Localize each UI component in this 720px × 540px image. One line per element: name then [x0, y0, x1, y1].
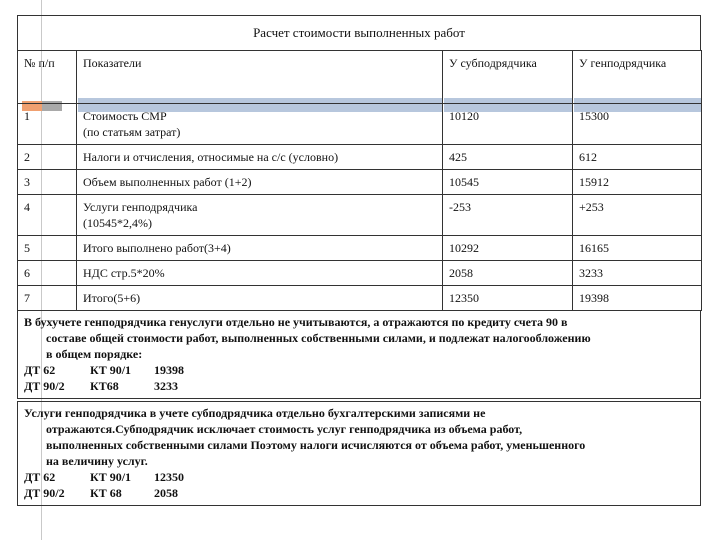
subcontractor-value: 10292	[443, 236, 573, 261]
journal-entry	[24, 362, 694, 378]
row-label: Итого выполнено работ(3+4)	[77, 236, 443, 261]
entry-credit: КТ 90/1	[90, 470, 132, 484]
table-header-row	[18, 51, 702, 104]
entry-amount: 12350	[154, 470, 184, 484]
entry-credit: КТ 90/1	[90, 363, 132, 377]
row-label: Налоги и отчисления, относимые на с/с (условно)	[77, 145, 443, 170]
entry-amount: 3233	[154, 379, 178, 393]
entry-debit: ДТ 90/2	[24, 486, 65, 500]
note-subcontractor	[17, 401, 701, 506]
general-contractor-value: 19398	[573, 286, 702, 311]
journal-entry	[24, 485, 694, 501]
subcontractor-value: 10120	[443, 104, 573, 145]
row-number: 2	[18, 145, 77, 170]
table-row	[18, 145, 702, 170]
general-contractor-value: +253	[573, 195, 702, 236]
subcontractor-value: 425	[443, 145, 573, 170]
header-number: № п/п	[18, 51, 77, 104]
note-line: составе общей стоимости работ, выполненных собственными силами, и подлежат налогообложению	[46, 331, 591, 345]
journal-entry	[24, 378, 694, 394]
table-row	[18, 195, 702, 236]
table-row	[18, 261, 702, 286]
row-label: НДС стр.5*20%	[77, 261, 443, 286]
header-indicators: Показатели	[77, 51, 443, 104]
row-label-line: (10545*2,4%)	[83, 216, 152, 230]
general-contractor-value: 612	[573, 145, 702, 170]
row-label	[77, 104, 443, 145]
entry-debit: ДТ 62	[24, 470, 56, 484]
subcontractor-value: -253	[443, 195, 573, 236]
subcontractor-value: 12350	[443, 286, 573, 311]
row-number: 7	[18, 286, 77, 311]
subcontractor-value: 10545	[443, 170, 573, 195]
journal-entry	[24, 469, 694, 485]
table-row	[18, 286, 702, 311]
row-label-line: Стоимость СМР	[83, 109, 167, 123]
row-label-line: (по статьям затрат)	[83, 125, 181, 139]
calculation-sheet	[17, 15, 701, 506]
table-title: Расчет стоимости выполненных работ	[17, 15, 701, 50]
row-label-line: Услуги генподрядчика	[83, 200, 198, 214]
entry-amount: 19398	[154, 363, 184, 377]
row-label	[77, 195, 443, 236]
row-number: 6	[18, 261, 77, 286]
table-row	[18, 236, 702, 261]
note-line: на величину услуг.	[46, 454, 148, 468]
entry-amount: 2058	[154, 486, 178, 500]
note-general-contractor	[17, 311, 701, 399]
row-label: Объем выполненных работ (1+2)	[77, 170, 443, 195]
general-contractor-value: 16165	[573, 236, 702, 261]
note-line: В бухучете генподрядчика генуслуги отдельно не учитываются, а отражаются по кредиту счета 90 в	[24, 315, 568, 329]
subcontractor-value: 2058	[443, 261, 573, 286]
general-contractor-value: 15300	[573, 104, 702, 145]
row-number: 4	[18, 195, 77, 236]
row-label: Итого(5+6)	[77, 286, 443, 311]
row-number: 3	[18, 170, 77, 195]
note-line: отражаются.Субподрядчик исключает стоимость услуг генподрядчика из объема работ,	[46, 422, 523, 436]
entry-debit: ДТ 62	[24, 363, 56, 377]
entry-credit: КТ 68	[90, 486, 122, 500]
note-line: выполненных собственными силами Поэтому налоги исчисляются от объема работ, уменьшенного	[46, 438, 586, 452]
row-number: 5	[18, 236, 77, 261]
entry-credit: КТ68	[90, 379, 119, 393]
general-contractor-value: 3233	[573, 261, 702, 286]
header-general-contractor: У генподрядчика	[573, 51, 702, 104]
general-contractor-value: 15912	[573, 170, 702, 195]
table-row	[18, 104, 702, 145]
row-number: 1	[18, 104, 77, 145]
note-line: Услуги генподрядчика в учете субподрядчика отдельно бухгалтерскими записями не	[24, 406, 486, 420]
cost-table	[17, 50, 702, 311]
header-subcontractor: У субподрядчика	[443, 51, 573, 104]
entry-debit: ДТ 90/2	[24, 379, 65, 393]
table-row	[18, 170, 702, 195]
note-line: в общем порядке:	[46, 347, 143, 361]
